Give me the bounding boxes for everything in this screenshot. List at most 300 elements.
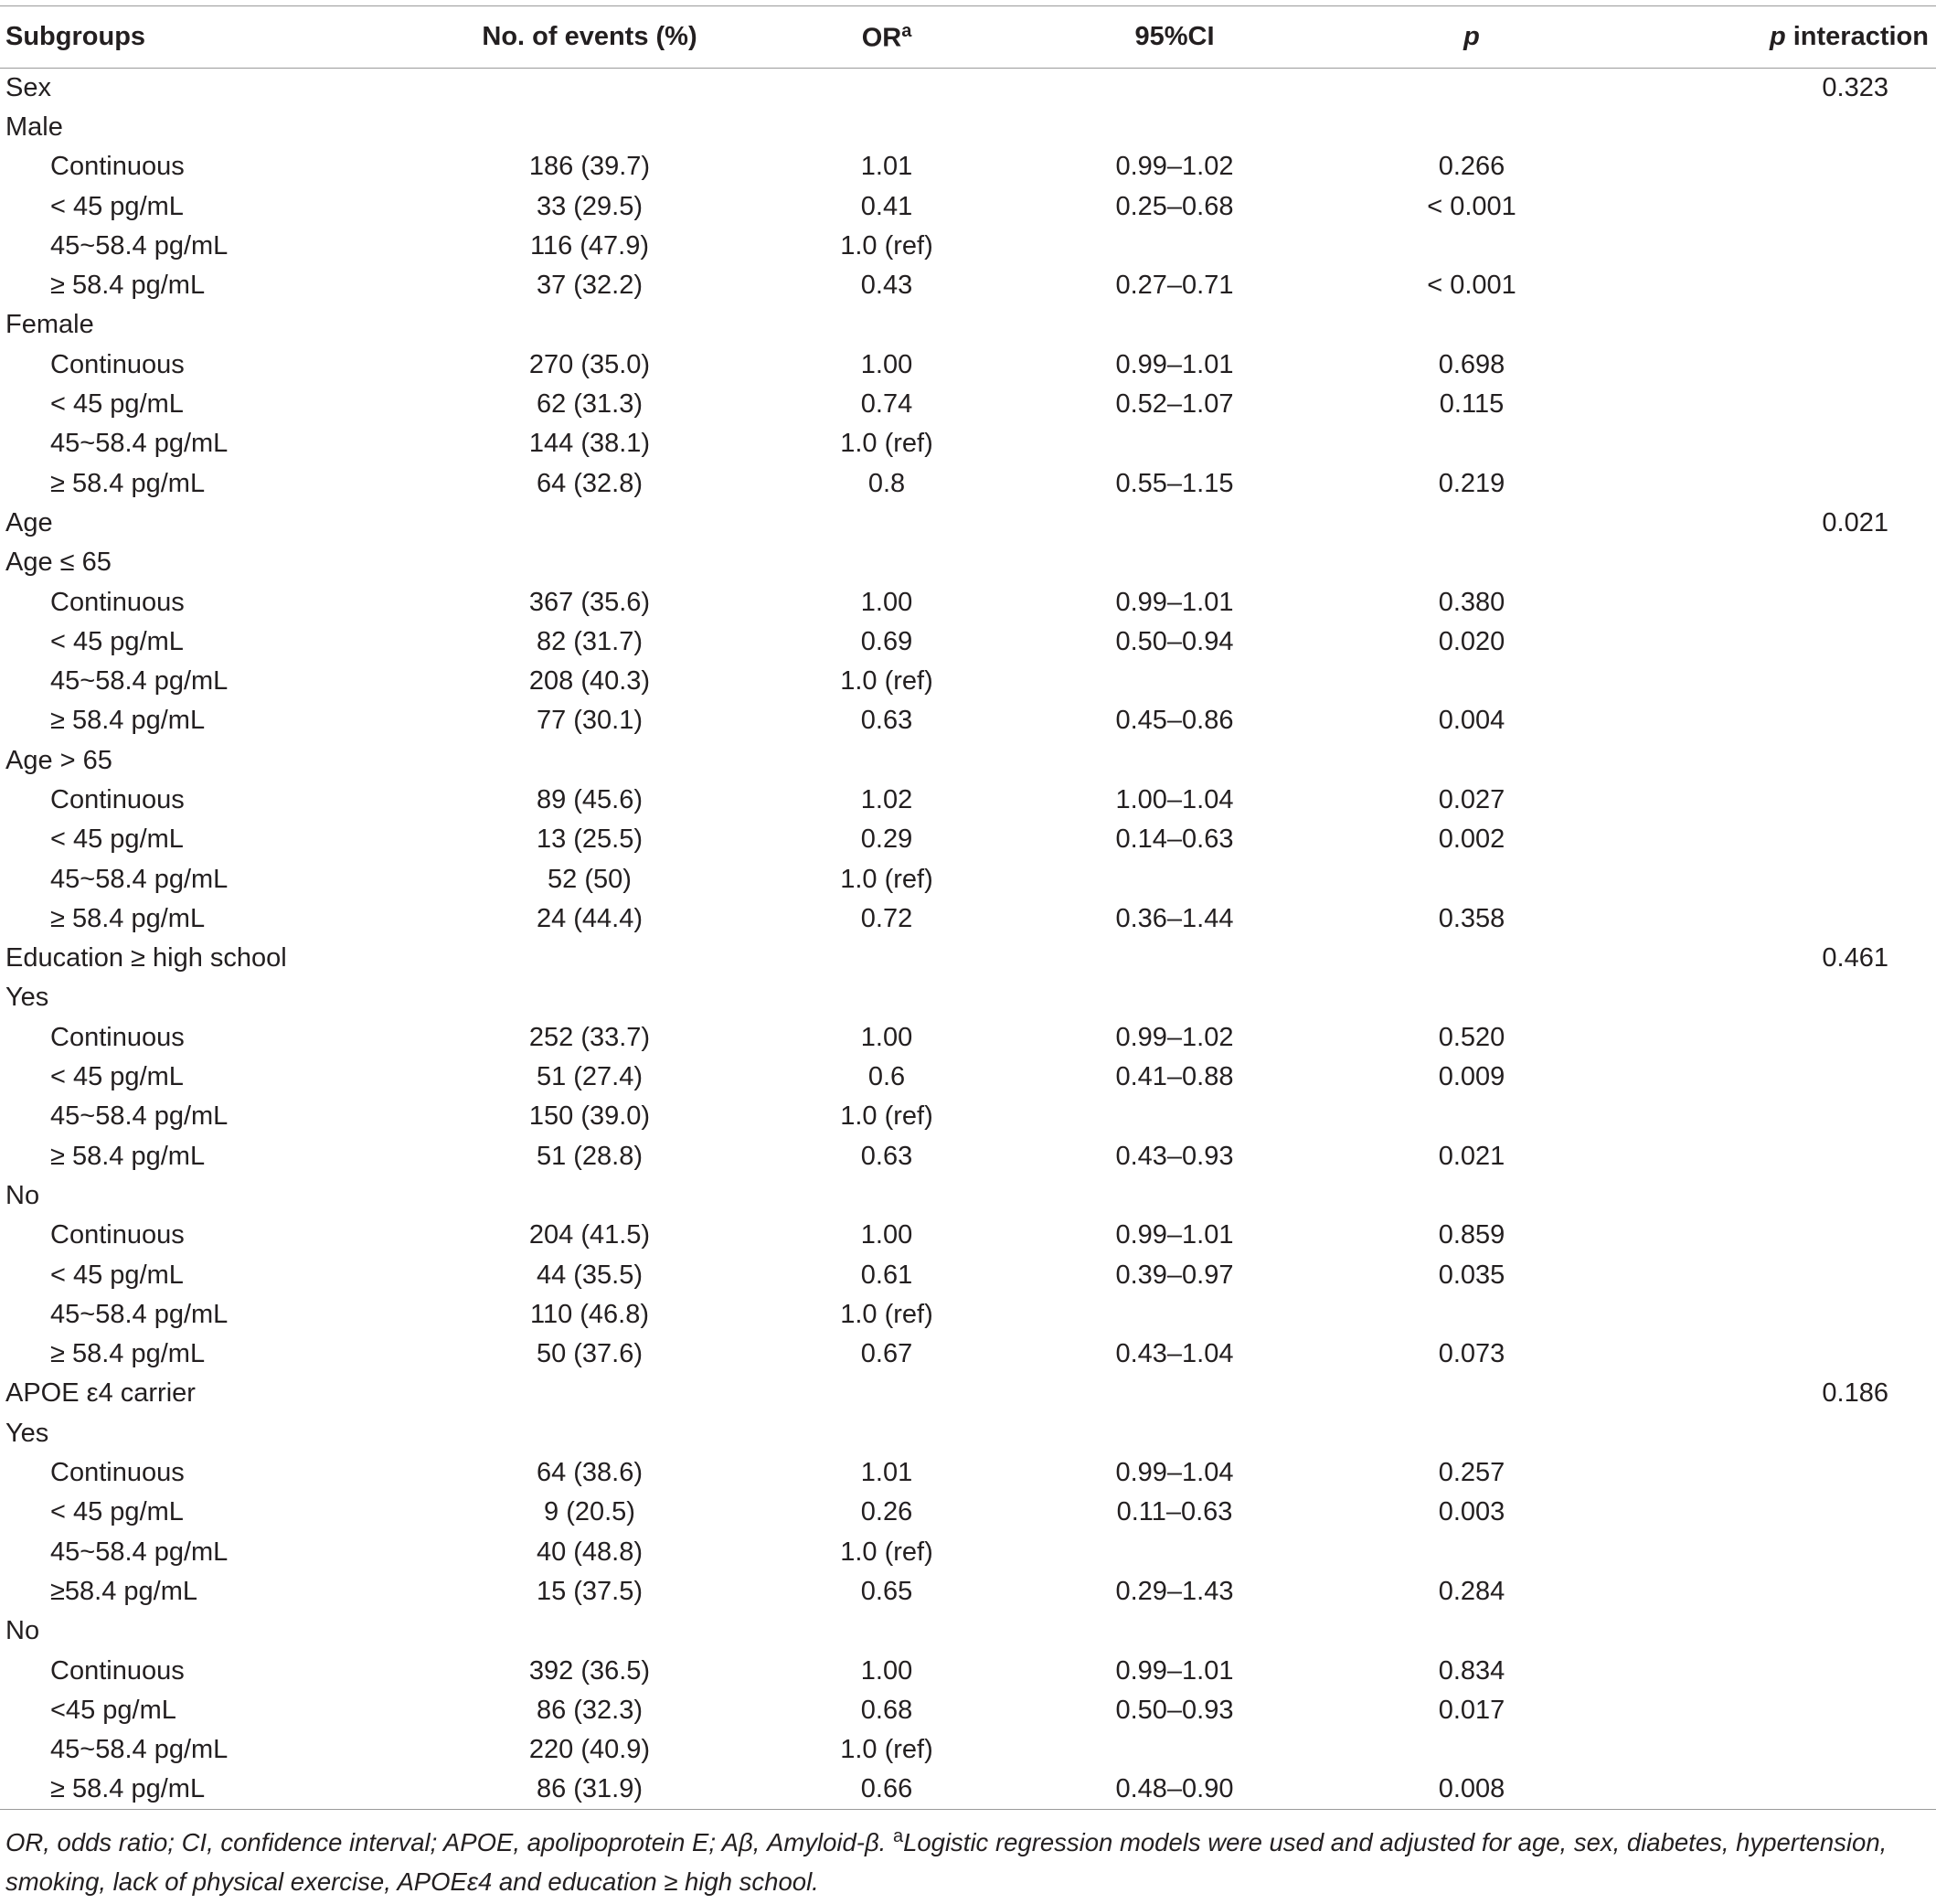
cell-p-interaction xyxy=(1618,1255,1936,1294)
table-row xyxy=(0,859,1936,899)
cell-p-interaction xyxy=(1618,820,1936,859)
cell-subgroup: Continuous xyxy=(50,1220,185,1250)
cell-subgroup: <45 pg/mL xyxy=(50,1695,176,1725)
cell-or: 1.0 (ref) xyxy=(840,429,933,459)
cell-p: < 0.001 xyxy=(1427,191,1516,221)
cell-ci xyxy=(1024,504,1325,543)
cell-events xyxy=(430,978,750,1017)
table-row xyxy=(0,701,1936,740)
cell-p-interaction xyxy=(1618,1691,1936,1730)
cell-p-interaction: 0.021 xyxy=(1822,507,1888,537)
cell-p-interaction xyxy=(1618,899,1936,939)
cell-p-interaction xyxy=(1618,1414,1936,1453)
cell-ci: 0.29–1.43 xyxy=(1115,1576,1234,1606)
cell-events xyxy=(430,1414,750,1453)
cell-ci xyxy=(1024,424,1325,463)
cell-events: 367 (35.6) xyxy=(528,587,651,617)
cell-or: 1.00 xyxy=(860,1022,913,1052)
table-row xyxy=(0,147,1936,186)
cell-p-interaction: 0.186 xyxy=(1822,1378,1888,1409)
cell-events: 392 (36.5) xyxy=(528,1655,651,1686)
cell-p xyxy=(1325,978,1618,1017)
cell-p-interaction xyxy=(1618,147,1936,186)
cell-or: 0.66 xyxy=(750,1770,1024,1809)
cell-subgroup: Age xyxy=(5,507,53,537)
cell-subgroup: ≥ 58.4 pg/mL xyxy=(0,1770,430,1809)
cell-events: 116 (47.9) xyxy=(529,230,650,261)
cell-p xyxy=(1325,1611,1618,1651)
cell-or: 0.63 xyxy=(860,706,913,736)
cell-subgroup: Male xyxy=(5,112,63,142)
cell-or: 0.74 xyxy=(860,389,913,420)
cell-p-interaction xyxy=(1618,1097,1936,1136)
cell-p: 0.698 xyxy=(1438,349,1505,379)
cell-p-interaction: 0.323 xyxy=(1822,72,1888,102)
group-header-row xyxy=(0,1374,1936,1413)
cell-ci xyxy=(1024,305,1325,345)
cell-subgroup: ≥ 58.4 pg/mL xyxy=(50,903,206,933)
header-p-interaction-p: p xyxy=(1769,22,1786,51)
cell-or: 1.01 xyxy=(860,152,913,182)
cell-ci: 0.50–0.94 xyxy=(1115,626,1234,656)
cell-ci: 0.45–0.86 xyxy=(1115,706,1234,736)
header-p-interaction xyxy=(1618,6,1936,69)
cell-p: 0.859 xyxy=(1438,1220,1505,1250)
group-header-row xyxy=(0,939,1936,978)
group-header-row xyxy=(0,69,1936,108)
header-p-interaction-label: interaction xyxy=(1785,22,1929,51)
cell-p-interaction xyxy=(1618,1018,1936,1058)
table-row xyxy=(0,1453,1936,1493)
cell-ci: 0.99–1.02 xyxy=(1115,152,1234,182)
cell-p-interaction xyxy=(1618,1730,1936,1770)
cell-events: 50 (37.6) xyxy=(536,1339,644,1369)
group-header-row xyxy=(0,108,1936,147)
cell-p-interaction xyxy=(1618,582,1936,622)
cell-ci: 0.99–1.01 xyxy=(1115,349,1234,379)
group-header-row xyxy=(0,305,1936,345)
cell-subgroup: < 45 pg/mL xyxy=(50,1062,184,1092)
cell-p-interaction xyxy=(1618,1770,1936,1809)
cell-ci: 0.39–0.97 xyxy=(1115,1260,1234,1290)
cell-or xyxy=(750,108,1024,147)
cell-ci xyxy=(1024,1374,1325,1413)
cell-p xyxy=(1325,305,1618,345)
cell-ci: 0.43–0.93 xyxy=(1115,1141,1234,1171)
cell-subgroup: ≥58.4 pg/mL xyxy=(50,1576,198,1606)
cell-or: 1.0 (ref) xyxy=(840,1735,933,1765)
cell-or xyxy=(750,543,1024,582)
cell-events: 15 (37.5) xyxy=(536,1576,644,1606)
cell-ci: 0.43–1.04 xyxy=(1115,1339,1234,1369)
cell-p: 0.003 xyxy=(1438,1497,1505,1527)
cell-events xyxy=(430,741,750,781)
cell-ci xyxy=(1024,1176,1325,1216)
cell-subgroup: < 45 pg/mL xyxy=(50,1497,184,1527)
cell-p: 0.008 xyxy=(1325,1770,1618,1809)
cell-ci xyxy=(1024,1611,1325,1651)
cell-events: 150 (39.0) xyxy=(528,1101,651,1132)
cell-subgroup: Continuous xyxy=(50,1655,185,1686)
cell-subgroup: Continuous xyxy=(50,152,185,182)
table-row xyxy=(0,1691,1936,1730)
cell-p xyxy=(1325,108,1618,147)
cell-or: 1.0 (ref) xyxy=(840,1537,933,1567)
cell-or: 1.00 xyxy=(860,1655,913,1686)
subgroup-analysis-table xyxy=(0,5,1936,1810)
cell-subgroup: Education ≥ high school xyxy=(5,943,287,973)
cell-events: 86 (32.3) xyxy=(536,1695,644,1725)
table-row xyxy=(0,385,1936,424)
table-row xyxy=(0,227,1936,266)
table-row xyxy=(0,1255,1936,1294)
group-header-row xyxy=(0,1176,1936,1216)
cell-p-interaction xyxy=(1618,1335,1936,1374)
cell-events xyxy=(430,69,750,108)
cell-events: 110 (46.8) xyxy=(529,1299,650,1329)
cell-or xyxy=(750,1176,1024,1216)
cell-or xyxy=(750,1414,1024,1453)
cell-subgroup: ≥ 58.4 pg/mL xyxy=(50,1339,206,1369)
cell-events: 77 (30.1) xyxy=(536,706,644,736)
cell-ci xyxy=(1024,1730,1325,1770)
cell-or: 0.68 xyxy=(860,1695,913,1725)
table-row xyxy=(0,1216,1936,1255)
cell-subgroup: No xyxy=(5,1616,40,1646)
cell-ci: 1.00–1.04 xyxy=(1115,784,1234,814)
cell-p-interaction xyxy=(1618,978,1936,1017)
cell-subgroup: 45~58.4 pg/mL xyxy=(50,429,229,459)
cell-p-interaction xyxy=(1618,662,1936,701)
cell-p-interaction xyxy=(1618,1572,1936,1611)
cell-or: 0.72 xyxy=(860,903,913,933)
cell-events xyxy=(430,305,750,345)
cell-or: 1.0 (ref) xyxy=(840,666,933,697)
footnote-model-note: Logistic regression models were used and adjusted for age, sex, diabetes, hypertension, smoking, lack of physical exercise, APOEε4 and education ≥ high school. xyxy=(5,1828,1888,1896)
table-row xyxy=(0,1770,1936,1809)
cell-subgroup: Yes xyxy=(5,1418,49,1448)
cell-ci: 0.99–1.01 xyxy=(1115,1655,1234,1686)
cell-subgroup: < 45 pg/mL xyxy=(50,824,184,855)
cell-p xyxy=(1325,662,1618,701)
cell-p-interaction xyxy=(1618,1295,1936,1335)
cell-p xyxy=(1325,1295,1618,1335)
cell-p: 0.834 xyxy=(1438,1655,1505,1686)
cell-events: 51 (28.8) xyxy=(536,1141,644,1171)
cell-events xyxy=(430,939,750,978)
header-or xyxy=(750,6,1024,69)
table-row xyxy=(0,1058,1936,1097)
cell-ci: 0.99–1.02 xyxy=(1115,1022,1234,1052)
cell-or xyxy=(750,504,1024,543)
cell-p: 0.020 xyxy=(1438,626,1505,656)
cell-ci xyxy=(1024,69,1325,108)
cell-p: < 0.001 xyxy=(1427,271,1516,301)
cell-subgroup: ≥ 58.4 pg/mL xyxy=(50,706,206,736)
header-or-superscript: a xyxy=(901,20,912,41)
cell-or: 0.41 xyxy=(860,191,913,221)
cell-or xyxy=(750,1611,1024,1651)
cell-or: 1.00 xyxy=(860,587,913,617)
cell-ci: 0.50–0.93 xyxy=(1115,1695,1234,1725)
table-row xyxy=(0,1532,1936,1571)
cell-p: 0.021 xyxy=(1438,1141,1505,1171)
cell-ci: 0.99–1.01 xyxy=(1115,1220,1234,1250)
cell-or: 1.01 xyxy=(860,1458,913,1488)
cell-subgroup: Sex xyxy=(5,72,51,102)
cell-p xyxy=(1325,227,1618,266)
table-row xyxy=(0,781,1936,820)
header-row xyxy=(0,6,1936,69)
cell-ci xyxy=(1024,1097,1325,1136)
cell-subgroup: Female xyxy=(5,310,94,340)
cell-p-interaction xyxy=(1618,622,1936,662)
cell-ci xyxy=(1024,662,1325,701)
table-row xyxy=(0,463,1936,503)
cell-subgroup: 45~58.4 pg/mL xyxy=(50,1299,229,1329)
table-row xyxy=(0,899,1936,939)
cell-ci: 0.99–1.04 xyxy=(1115,1458,1234,1488)
group-header-row xyxy=(0,543,1936,582)
cell-p xyxy=(1325,859,1618,899)
cell-p-interaction xyxy=(1618,385,1936,424)
group-header-row xyxy=(0,978,1936,1017)
cell-p: 0.266 xyxy=(1438,152,1505,182)
cell-p-interaction xyxy=(1618,1176,1936,1216)
cell-ci: 0.41–0.88 xyxy=(1115,1062,1234,1092)
cell-or: 0.67 xyxy=(860,1339,913,1369)
cell-events: 13 (25.5) xyxy=(536,824,644,855)
table-row xyxy=(0,1651,1936,1690)
cell-subgroup: 45~58.4 pg/mL xyxy=(50,864,229,894)
cell-subgroup: Continuous xyxy=(50,349,185,379)
cell-ci: 0.48–0.90 xyxy=(1024,1770,1325,1809)
cell-subgroup: < 45 pg/mL xyxy=(50,626,184,656)
cell-p-interaction xyxy=(1618,186,1936,226)
cell-or: 0.61 xyxy=(860,1260,913,1290)
table-row xyxy=(0,266,1936,305)
cell-p: 0.027 xyxy=(1438,784,1505,814)
cell-p-interaction xyxy=(1618,859,1936,899)
table-row xyxy=(0,622,1936,662)
cell-p-interaction xyxy=(1618,781,1936,820)
cell-ci xyxy=(1024,227,1325,266)
cell-p-interaction xyxy=(1618,543,1936,582)
group-header-row xyxy=(0,1414,1936,1453)
cell-subgroup: 45~58.4 pg/mL xyxy=(50,666,229,697)
cell-p: 0.284 xyxy=(1438,1576,1505,1606)
cell-p: 0.257 xyxy=(1438,1458,1505,1488)
table-row xyxy=(0,662,1936,701)
cell-subgroup: ≥ 58.4 pg/mL xyxy=(50,1141,206,1171)
cell-subgroup: Continuous xyxy=(50,1022,185,1052)
table-body xyxy=(0,69,1936,1810)
cell-events: 220 (40.9) xyxy=(528,1735,651,1765)
cell-or: 1.0 (ref) xyxy=(840,1101,933,1132)
cell-p-interaction xyxy=(1618,424,1936,463)
cell-ci: 0.14–0.63 xyxy=(1115,824,1234,855)
cell-p-interaction xyxy=(1618,1137,1936,1176)
table-row xyxy=(0,424,1936,463)
cell-p-interaction xyxy=(1618,1058,1936,1097)
cell-or: 1.00 xyxy=(860,1220,913,1250)
header-subgroups: Subgroups xyxy=(0,6,430,69)
table-row xyxy=(0,186,1936,226)
cell-ci xyxy=(1024,978,1325,1017)
cell-p xyxy=(1325,1730,1618,1770)
cell-p: 0.009 xyxy=(1438,1062,1505,1092)
cell-p-interaction xyxy=(1618,227,1936,266)
table-row xyxy=(0,1295,1936,1335)
cell-events xyxy=(430,1374,750,1413)
cell-subgroup: Continuous xyxy=(50,1458,185,1488)
cell-or: 0.65 xyxy=(860,1576,913,1606)
cell-events: 37 (32.2) xyxy=(536,271,644,301)
cell-ci: 0.52–1.07 xyxy=(1115,389,1234,420)
cell-subgroup: Continuous xyxy=(50,587,185,617)
cell-p xyxy=(1325,1374,1618,1413)
cell-subgroup: Age > 65 xyxy=(5,745,112,775)
cell-ci xyxy=(1024,741,1325,781)
cell-ci: 0.11–0.63 xyxy=(1116,1497,1233,1527)
cell-subgroup: 45~58.4 pg/mL xyxy=(50,230,229,261)
cell-p xyxy=(1325,504,1618,543)
cell-p-interaction xyxy=(1618,1216,1936,1255)
cell-p: 0.520 xyxy=(1438,1022,1505,1052)
cell-events: 44 (35.5) xyxy=(536,1260,644,1290)
cell-subgroup: Continuous xyxy=(50,784,185,814)
cell-or: 0.63 xyxy=(860,1141,913,1171)
cell-ci xyxy=(1024,1414,1325,1453)
cell-p xyxy=(1325,939,1618,978)
cell-p-interaction xyxy=(1618,701,1936,740)
table-row xyxy=(0,346,1936,385)
cell-ci xyxy=(1024,1295,1325,1335)
group-header-row xyxy=(0,1611,1936,1651)
cell-subgroup: ≥ 58.4 pg/mL xyxy=(50,468,206,498)
cell-or: 1.0 (ref) xyxy=(840,864,933,894)
cell-p: 0.219 xyxy=(1438,468,1505,498)
cell-events: 252 (33.7) xyxy=(528,1022,651,1052)
table-header xyxy=(0,6,1936,69)
cell-events: 24 (44.4) xyxy=(536,903,644,933)
cell-subgroup: Age ≤ 65 xyxy=(5,548,112,578)
cell-ci xyxy=(1024,108,1325,147)
cell-ci: 0.27–0.71 xyxy=(1115,271,1234,301)
cell-p-interaction xyxy=(1618,1611,1936,1651)
table-row xyxy=(0,582,1936,622)
cell-p-interaction xyxy=(1618,108,1936,147)
cell-events: 144 (38.1) xyxy=(528,429,651,459)
cell-ci: 0.99–1.01 xyxy=(1115,587,1234,617)
cell-events: 40 (48.8) xyxy=(536,1537,644,1567)
cell-subgroup: 45~58.4 pg/mL xyxy=(50,1537,229,1567)
cell-p-interaction: 0.461 xyxy=(1822,943,1888,973)
table-row xyxy=(0,1137,1936,1176)
footnote-abbreviations: OR, odds ratio; CI, confidence interval; APOE, apolipoprotein E; Aβ, Amyloid-β. xyxy=(5,1828,893,1856)
table-row xyxy=(0,1493,1936,1532)
cell-events xyxy=(430,1176,750,1216)
cell-subgroup: 45~58.4 pg/mL xyxy=(50,1735,229,1765)
group-header-row xyxy=(0,504,1936,543)
table-row xyxy=(0,1572,1936,1611)
cell-events xyxy=(430,504,750,543)
cell-p xyxy=(1325,1176,1618,1216)
cell-or: 1.0 (ref) xyxy=(840,230,933,261)
cell-events: 64 (38.6) xyxy=(536,1458,644,1488)
header-p: p xyxy=(1325,6,1618,69)
group-header-row xyxy=(0,741,1936,781)
table-row xyxy=(0,1730,1936,1770)
cell-subgroup: 45~58.4 pg/mL xyxy=(50,1101,229,1132)
table-row xyxy=(0,820,1936,859)
header-or-text: OR xyxy=(861,23,902,53)
cell-or xyxy=(750,978,1024,1017)
cell-events: 62 (31.3) xyxy=(536,389,644,420)
cell-subgroup: ≥ 58.4 pg/mL xyxy=(50,271,206,301)
cell-p: 0.073 xyxy=(1438,1339,1505,1369)
cell-p-interaction xyxy=(1618,1532,1936,1571)
cell-p xyxy=(1325,741,1618,781)
cell-p-interaction xyxy=(1618,741,1936,781)
cell-or: 0.29 xyxy=(860,824,913,855)
footnote-superscript: a xyxy=(892,1826,904,1846)
cell-or: 0.26 xyxy=(860,1497,913,1527)
cell-p: 0.017 xyxy=(1438,1695,1505,1725)
cell-events: 82 (31.7) xyxy=(536,626,644,656)
cell-events: 86 (31.9) xyxy=(430,1770,750,1809)
cell-p-interaction xyxy=(1618,1453,1936,1493)
cell-ci: 0.25–0.68 xyxy=(1115,191,1234,221)
cell-events: 33 (29.5) xyxy=(536,191,644,221)
cell-p xyxy=(1325,69,1618,108)
cell-p-interaction xyxy=(1618,346,1936,385)
cell-ci xyxy=(1024,939,1325,978)
cell-events: 64 (32.8) xyxy=(536,468,644,498)
cell-p-interaction xyxy=(1618,305,1936,345)
cell-or: 0.8 xyxy=(867,468,906,498)
cell-events: 186 (39.7) xyxy=(528,152,651,182)
cell-p: 0.004 xyxy=(1438,706,1505,736)
cell-p-interaction xyxy=(1618,1651,1936,1690)
cell-events xyxy=(430,1611,750,1651)
cell-p xyxy=(1325,1097,1618,1136)
cell-or xyxy=(750,69,1024,108)
cell-p-interaction xyxy=(1618,463,1936,503)
cell-events: 9 (20.5) xyxy=(544,1497,635,1527)
cell-p-interaction xyxy=(1618,266,1936,305)
cell-or: 1.00 xyxy=(860,349,913,379)
cell-ci xyxy=(1024,543,1325,582)
cell-p: 0.115 xyxy=(1439,389,1505,420)
cell-or: 0.69 xyxy=(860,626,913,656)
header-ci: 95%CI xyxy=(1024,6,1325,69)
cell-subgroup: < 45 pg/mL xyxy=(50,1260,184,1290)
cell-p xyxy=(1325,1414,1618,1453)
cell-p xyxy=(1325,1532,1618,1571)
cell-subgroup: < 45 pg/mL xyxy=(50,389,184,420)
table-row xyxy=(0,1335,1936,1374)
cell-p: 0.002 xyxy=(1438,824,1505,855)
cell-events: 208 (40.3) xyxy=(528,666,651,697)
cell-or: 0.43 xyxy=(860,271,913,301)
table-footnote xyxy=(5,1817,1931,1901)
cell-p: 0.358 xyxy=(1438,903,1505,933)
cell-p: 0.380 xyxy=(1438,587,1505,617)
cell-subgroup: APOE ε4 carrier xyxy=(5,1378,196,1409)
cell-or xyxy=(750,1374,1024,1413)
cell-events xyxy=(430,108,750,147)
